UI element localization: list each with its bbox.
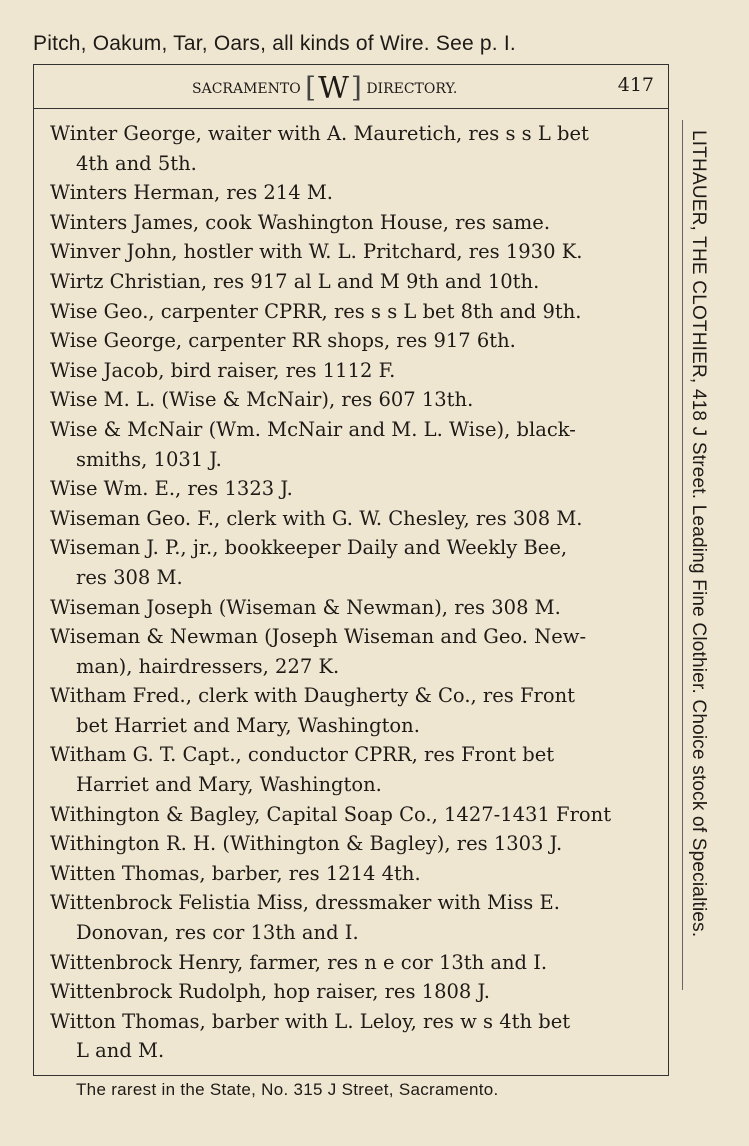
entry-line: Witten Thomas, barber, res 1214 4th. [50, 861, 421, 885]
entry-line: Wittenbrock Henry, farmer, res n e cor 13th and I. [50, 950, 548, 974]
header-directory: DIRECTORY. [366, 81, 458, 97]
directory-entry [50, 977, 660, 1007]
directory-entry [50, 1007, 660, 1066]
entry-line: Withington & Bagley, Capital Soap Co., 1427-1431 Front [50, 802, 612, 826]
entry-line: Witton Thomas, barber with L. Leloy, res w s 4th bet [50, 1009, 571, 1033]
directory-entry [50, 533, 660, 592]
entry-line: L and M. [76, 1039, 165, 1063]
directory-entry [50, 829, 660, 859]
entry-line: res 308 M. [76, 565, 183, 589]
entry-line: Wittenbrock Rudolph, hop raiser, res 1808 J. [50, 980, 491, 1004]
directory-entry [50, 740, 660, 799]
directory-entry [50, 622, 660, 681]
directory-entry [50, 415, 660, 474]
entry-line: Wittenbrock Felistia Miss, dressmaker with Miss E. [50, 891, 560, 915]
entry-line: Winver John, hostler with W. L. Pritchard, res 1930 K. [50, 240, 583, 264]
header-title [192, 71, 457, 106]
entry-line: Wise & McNair (Wm. McNair and M. L. Wise), black- [50, 417, 576, 441]
entry-line: Donovan, res cor 13th and I. [76, 921, 359, 945]
directory-entry [50, 474, 660, 504]
running-header [34, 65, 668, 109]
directory-entry [50, 178, 660, 208]
entry-line: Wise M. L. (Wise & McNair), res 607 13th. [50, 388, 474, 412]
directory-entries [50, 119, 660, 1066]
header-open-bracket: [ [305, 71, 317, 104]
entry-line: Withington R. H. (Withington & Bagley), res 1303 J. [50, 832, 563, 856]
side-advertisement: LITHAUER, THE CLOTHIER, 418 J Street. Leading Fine Clothier. Choice stock of Specialties. [688, 130, 709, 938]
directory-entry [50, 385, 660, 415]
directory-entry [50, 297, 660, 327]
directory-entry [50, 948, 660, 978]
directory-entry [50, 237, 660, 267]
directory-entry [50, 267, 660, 297]
entry-line: Wise Jacob, bird raiser, res 1112 F. [50, 358, 396, 382]
directory-entry [50, 326, 660, 356]
directory-page-frame [33, 64, 669, 1076]
entry-line: 4th and 5th. [76, 151, 197, 175]
directory-entry [50, 859, 660, 889]
entry-line: Winter George, waiter with A. Mauretich, res s s L bet [50, 122, 589, 145]
entry-line: Wiseman Geo. F., clerk with G. W. Chesley, res 308 M. [50, 506, 583, 530]
entry-line: bet Harriet and Mary, Washington. [76, 713, 420, 737]
entry-line: Wise George, carpenter RR shops, res 917 6th. [50, 329, 516, 353]
directory-entry [50, 208, 660, 238]
entry-line: Wiseman Joseph (Wiseman & Newman), res 308 M. [50, 595, 561, 619]
directory-entry [50, 800, 660, 830]
directory-entry [50, 681, 660, 740]
entry-line: Witham G. T. Capt., conductor CPRR, res Front bet [50, 743, 555, 767]
entry-line: Winters James, cook Washington House, res same. [50, 210, 551, 234]
directory-entry [50, 356, 660, 386]
side-rule [682, 120, 683, 990]
directory-entry [50, 888, 660, 947]
page-number: 417 [617, 74, 654, 96]
entry-line: Wise Wm. E., res 1323 J. [50, 477, 293, 501]
entry-line: Wise Geo., carpenter CPRR, res s s L bet 8th and 9th. [50, 299, 582, 323]
entry-line: Harriet and Mary, Washington. [76, 773, 382, 797]
entry-line: Winters Herman, res 214 M. [50, 181, 333, 205]
entry-line: Wirtz Christian, res 917 al L and M 9th and 10th. [50, 269, 540, 293]
directory-entry [50, 119, 660, 178]
entry-line: Wiseman & Newman (Joseph Wiseman and Geo. New- [50, 625, 587, 649]
entry-line: smiths, 1031 J. [76, 447, 222, 471]
header-close-bracket: ] [350, 71, 362, 104]
bottom-advertisement: The rarest in the State, No. 315 J Street, Sacramento. [76, 1080, 499, 1099]
directory-entry [50, 593, 660, 623]
header-letter: W [318, 71, 349, 106]
directory-entry [50, 504, 660, 534]
entry-line: Witham Fred., clerk with Daugherty & Co., res Front [50, 684, 575, 708]
top-advertisement: Pitch, Oakum, Tar, Oars, all kinds of Wire. See p. I. [33, 32, 516, 55]
entry-line: Wiseman J. P., jr., bookkeeper Daily and Weekly Bee, [50, 536, 568, 560]
entry-line: man), hairdressers, 227 K. [76, 654, 340, 678]
header-city: SACRAMENTO [192, 81, 301, 97]
